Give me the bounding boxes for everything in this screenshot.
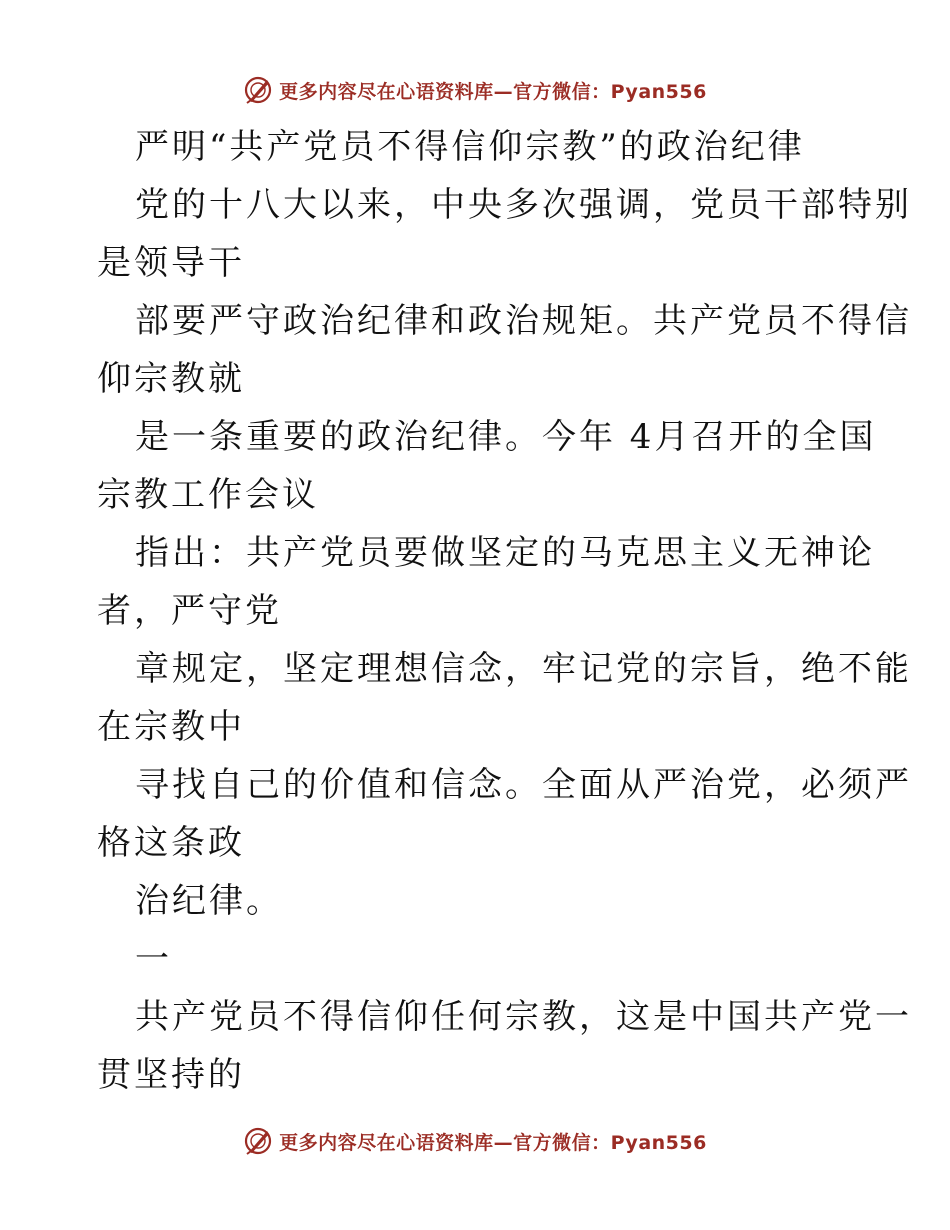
- quill-pen-circle-logo-icon: [243, 75, 273, 105]
- paragraph-line: 共产党员不得信仰任何宗教，这是中国共产党一: [135, 997, 912, 1037]
- paragraph-line: 是领导干: [97, 243, 245, 283]
- footer-watermark-text: 更多内容尽在心语资料库—官方微信：Pyan556: [279, 1131, 707, 1154]
- paragraph-line: 寻找自己的价值和信念。全面从严治党，必须严: [135, 765, 912, 805]
- footer-watermark-banner: [0, 1121, 950, 1161]
- paragraph-line: 部要严守政治纪律和政治规矩。共产党员不得信: [135, 301, 912, 341]
- document-title-line: 严明“共产党员不得信仰宗教”的政治纪律: [135, 127, 805, 167]
- paragraph-line: 者，严守党: [97, 591, 282, 631]
- header-watermark-banner: [0, 70, 950, 110]
- paragraph-line: 党的十八大以来，中央多次强调，党员干部特别: [135, 185, 912, 225]
- paragraph-line: 格这条政: [97, 823, 245, 863]
- paragraph-line: 治纪律。: [135, 881, 283, 921]
- paragraph-line: 仰宗教就: [97, 359, 245, 399]
- document-body: [97, 118, 912, 1104]
- quill-pen-circle-logo-icon: [243, 1126, 273, 1156]
- paragraph-line: 章规定，坚定理想信念，牢记党的宗旨，绝不能: [135, 649, 912, 689]
- paragraph-line: 在宗教中: [97, 707, 245, 747]
- section-number-line: 一: [135, 939, 172, 979]
- paragraph-line: 是一条重要的政治纪律。今年 4月召开的全国: [135, 417, 877, 457]
- header-watermark-text: 更多内容尽在心语资料库—官方微信：Pyan556: [279, 80, 707, 103]
- paragraph-line: 宗教工作会议: [97, 475, 319, 515]
- paragraph-line: 指出：共产党员要做坚定的马克思主义无神论: [135, 533, 875, 573]
- paragraph-line: 贯坚持的: [97, 1055, 245, 1095]
